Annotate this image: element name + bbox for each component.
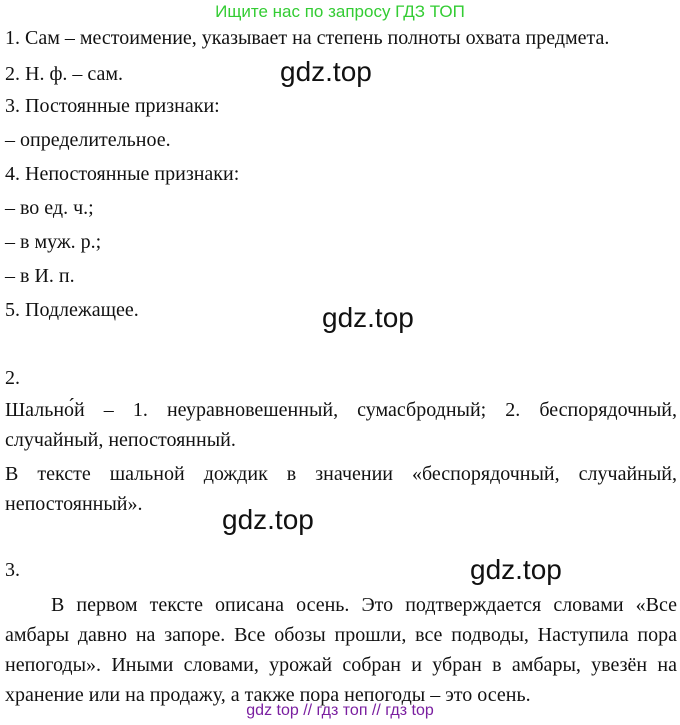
watermark: gdz.top	[222, 504, 314, 535]
section-2-number: 2.	[5, 367, 20, 389]
item-3-detail: – определительное.	[5, 129, 171, 151]
section-2-usage: В тексте шальной дождик в значении «беспорядочный, случайный, непостоянный».	[5, 463, 677, 515]
section-3-paragraph: В первом тексте описана осень. Это подтверждается словами «Все амбары давно на запоре. Все обозы прошли, все подводы, Наступила пора непогоды». Иными словами, урожай собран и убран в амбары, увезён на хранение или на продажу, а также пора непогоды – это осень.	[5, 594, 677, 706]
item-1-text: 1. Сам – местоимение, указывает на степень полноты охвата предмета.	[5, 27, 610, 49]
item-4-heading: 4. Непостоянные признаки:	[5, 163, 240, 185]
watermark: gdz.top	[322, 302, 414, 333]
item-4-number: – во ед. ч.;	[5, 197, 94, 219]
footer-links: gdz top // гдз топ // гдз top	[246, 702, 434, 719]
item-4-case: – в И. п.	[5, 265, 75, 287]
item-4-gender: – в муж. р.;	[5, 231, 102, 253]
section-3-number: 3.	[5, 559, 20, 581]
item-3-heading: 3. Постоянные признаки:	[5, 95, 220, 117]
watermark: gdz.top	[280, 56, 372, 87]
item-5-text: 5. Подлежащее.	[5, 299, 139, 321]
section-2-definition: Шально́й – 1. неуравновешенный, сумасбродный; 2. беспорядочный, случайный, непостоянный.	[5, 399, 677, 451]
watermark: gdz.top	[470, 554, 562, 585]
search-banner: Ищите нас по запросу ГДЗ ТОП	[215, 2, 465, 21]
item-2-text: 2. Н. ф. – сам.	[5, 63, 124, 85]
